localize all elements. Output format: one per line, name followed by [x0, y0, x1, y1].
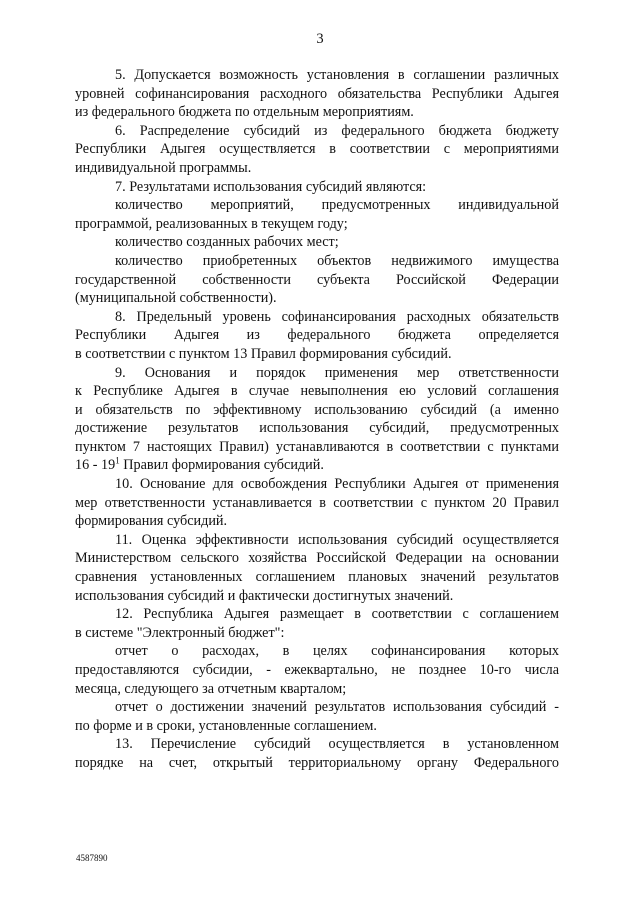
- text-line: Республики Адыгея осуществляется в соответствии с мероприятиями: [75, 141, 559, 158]
- page-number: 3: [316, 31, 324, 47]
- text-line: формирования субсидий.: [75, 513, 228, 530]
- text-line: индивидуальной программы.: [75, 159, 252, 176]
- text-line: в соответствии с пунктом 13 Правил формирования субсидий.: [75, 345, 452, 362]
- text-line: 5. Допускается возможность установления в соглашении различных: [115, 67, 559, 83]
- text-line: и обязательств по эффективному использованию субсидий (а именно: [75, 401, 559, 418]
- text-line: месяца, следующего за отчетным кварталом;: [75, 680, 347, 697]
- text-line: 7. Результатами использования субсидий являются:: [115, 178, 427, 195]
- text-line: количество мероприятий, предусмотренных индивидуальной: [115, 197, 559, 214]
- document-body: [75, 66, 559, 773]
- text-line: уровней софинансирования расходного обязательства Республики Адыгея: [75, 85, 559, 102]
- text-line: (муниципальной собственности).: [75, 290, 277, 307]
- text-line: сравнения установленных соглашением плановых значений результатов: [75, 569, 559, 586]
- text-line: количество созданных рабочих мест;: [115, 234, 339, 251]
- text-line: 11. Оценка эффективности использования субсидий осуществляется: [115, 531, 559, 548]
- text-line: из федерального бюджета по отдельным мероприятиям.: [75, 104, 414, 121]
- text-line: Республики Адыгея из федерального бюджета определяется: [75, 327, 559, 344]
- text-line: предоставляются субсидии, - ежеквартально, не позднее 10-го числа: [75, 662, 559, 678]
- text-line: 12. Республика Адыгея размещает в соответствии с соглашением: [115, 606, 559, 623]
- text-line: достижение результатов использования субсидий, предусмотренных: [75, 420, 559, 437]
- text-line: 6. Распределение субсидий из федерального бюджета бюджету: [115, 122, 559, 139]
- text-line: количество приобретенных объектов недвижимого имущества: [115, 252, 559, 269]
- text-line: 10. Основание для освобождения Республики Адыгея от применения: [115, 476, 559, 493]
- text-line: мер ответственности устанавливается в соответствии с пунктом 20 Правил: [75, 494, 559, 511]
- text-line: отчет о расходах, в целях софинансирования которых: [115, 643, 559, 660]
- text-line: в системе "Электронный бюджет":: [75, 624, 285, 641]
- text-line: государственной собственности субъекта Российской Федерации: [75, 271, 559, 288]
- text-line: $16 - 19^1$ Правил формирования субсидий.: [75, 455, 324, 474]
- text-line: отчет о достижении значений результатов использования субсидий -: [115, 699, 559, 716]
- text-line: пунктом 7 настоящих Правил) устанавливаются в соответствии с пунктами: [75, 438, 559, 455]
- text-line: 8. Предельный уровень софинансирования расходных обязательств: [115, 308, 559, 325]
- text-line: к Республике Адыгея в случае невыполнения ею условий соглашения: [75, 383, 559, 400]
- text-line: использования субсидий и фактически достигнутых значений.: [75, 587, 454, 604]
- text-line: по форме и в сроки, установленные соглашением.: [75, 717, 377, 734]
- text-line: Министерством сельского хозяйства Российской Федерации на основании: [75, 550, 559, 567]
- document-code: 4587890: [76, 853, 108, 863]
- text-line: 13. Перечисление субсидий осуществляется в установленном: [115, 736, 559, 753]
- text-line: 9. Основания и порядок применения мер ответственности: [115, 364, 559, 381]
- text-line: программой, реализованных в текущем году;: [75, 215, 348, 232]
- text-line: порядке на счет, открытый территориальному органу Федерального: [75, 754, 559, 771]
